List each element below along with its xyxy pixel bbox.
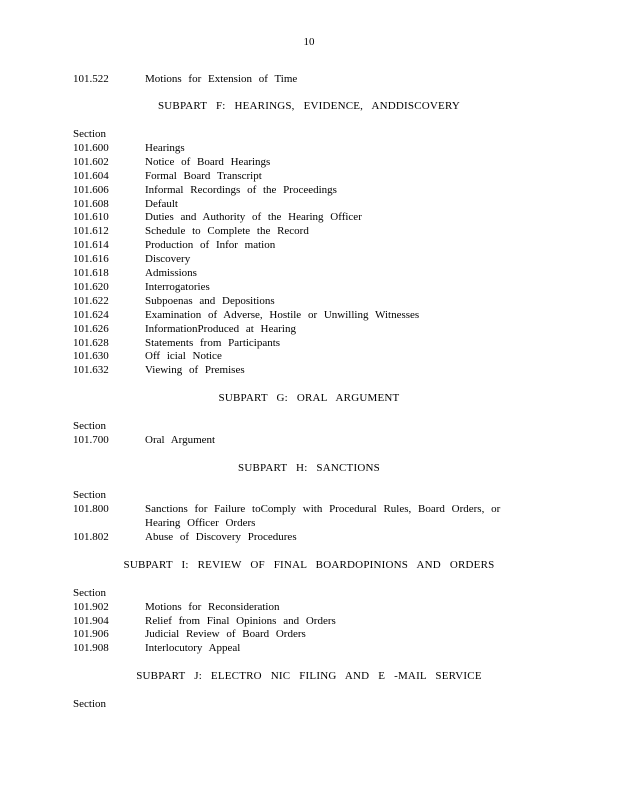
section-title: Informal Recordings of the Proceedings (145, 184, 337, 196)
section-number: 101.522 (73, 73, 109, 85)
section-number: 101.620 (73, 281, 109, 293)
section-number: 101.626 (73, 323, 109, 335)
section-title: Hearings (145, 142, 185, 154)
section-number: 101.632 (73, 364, 109, 376)
section-title: Off icial Notice (145, 350, 222, 362)
section-title: Motions for Extension of Time (145, 73, 298, 85)
section-title: Admissions (145, 267, 197, 279)
section-number: 101.612 (73, 225, 109, 237)
section-title: Examination of Adverse, Hostile or Unwilling Witnesses (145, 309, 420, 321)
section-title: Sanctions for Failure toComply with Procedural Rules, Board Orders, or Hearing Officer Orders (145, 503, 501, 529)
section-number: 101.800 (73, 503, 109, 515)
section-number: 101.628 (73, 337, 109, 349)
section-number: 101.802 (73, 531, 109, 543)
section-title: Discovery (145, 253, 191, 265)
section-title: Abuse of Discovery Procedures (145, 531, 297, 543)
section-label: Section (73, 489, 106, 501)
section-title: Motions for Reconsideration (145, 601, 280, 613)
section-title: Viewing of Premises (145, 364, 245, 376)
section-number: 101.610 (73, 211, 109, 223)
section-number: 101.904 (73, 615, 109, 627)
section-title: Formal Board Transcript (145, 170, 262, 182)
section-number: 101.616 (73, 253, 109, 265)
section-title: Default (145, 198, 178, 210)
section-number: 101.606 (73, 184, 109, 196)
page-number: 10 (303, 36, 315, 48)
section-label: Section (73, 128, 106, 140)
section-title: InformationProduced at Hearing (145, 323, 296, 335)
section-number: 101.902 (73, 601, 109, 613)
section-title: Duties and Authority of the Hearing Officer (145, 211, 362, 223)
section-number: 101.622 (73, 295, 109, 307)
section-title: Production of Infor mation (145, 239, 276, 251)
section-title: Interrogatories (145, 281, 210, 293)
section-number: 101.624 (73, 309, 109, 321)
section-title: Judicial Review of Board Orders (145, 628, 306, 640)
section-label: Section (73, 420, 106, 432)
section-label: Section (73, 698, 106, 710)
section-title: Interlocutory Appeal (145, 642, 241, 654)
section-number: 101.600 (73, 142, 109, 154)
section-number: 101.608 (73, 198, 109, 210)
section-title: Statements from Participants (145, 337, 281, 349)
section-title: Subpoenas and Depositions (145, 295, 275, 307)
section-title: Relief from Final Opinions and Orders (145, 615, 336, 627)
subpart-f-heading: SUBPART F: HEARINGS, EVIDENCE, ANDDISCOVERY (157, 100, 461, 112)
section-number: 101.604 (73, 170, 109, 182)
section-number: 101.908 (73, 642, 109, 654)
subpart-g-heading: SUBPART G: ORAL ARGUMENT (218, 392, 400, 404)
section-title: Schedule to Complete the Record (145, 225, 309, 237)
section-number: 101.602 (73, 156, 109, 168)
section-number: 101.700 (73, 434, 109, 446)
subpart-h-heading: SUBPART H: SANCTIONS (238, 462, 380, 474)
subpart-i-heading: SUBPART I: REVIEW OF FINAL BOARDOPINIONS AND ORDERS (123, 559, 495, 571)
section-number: 101.618 (73, 267, 109, 279)
subpart-j-heading: SUBPART J: ELECTRO NIC FILING AND E -MAIL SERVICE (136, 670, 482, 682)
section-title: Notice of Board Hearings (145, 156, 271, 168)
section-title: Oral Argument (145, 434, 216, 446)
section-label: Section (73, 587, 106, 599)
section-number: 101.614 (73, 239, 109, 251)
section-number: 101.630 (73, 350, 109, 362)
section-number: 101.906 (73, 628, 109, 640)
